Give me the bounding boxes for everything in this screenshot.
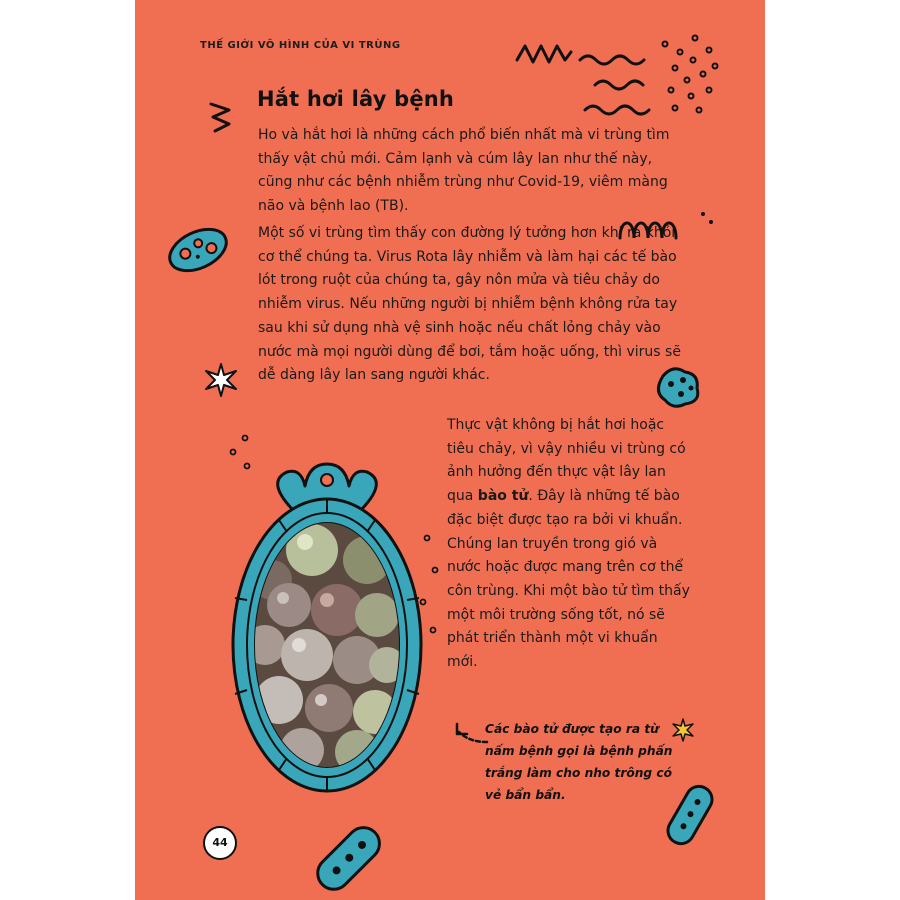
mirror-frame-icon xyxy=(217,440,437,800)
paragraph-3-bold: bào tử xyxy=(477,488,529,505)
star-icon xyxy=(203,362,239,398)
germ-icon xyxy=(665,780,715,850)
squiggle-icon xyxy=(615,208,715,248)
zigzag-icon xyxy=(515,40,575,70)
paragraph-3-after: . Đây là những tế bào đặc biệt được tạo ra bởi vi khuẩn. Chúng lan truyền trong gió và nước hoặc được mang trên cơ thể côn trùng. Khi một bào tử tìm thấy một môi trường sống tốt, nó sẽ phát triển thành một vi khuẩn mới. xyxy=(447,488,690,671)
paragraph-2: Một số vi trùng tìm thấy con đường lý tưởng hơn khi ra khỏi cơ thể chúng ta. Virus Rota lây nhiễm và làm hại các tế bào lót trong ruột của chúng ta, gây nôn mửa và tiêu chảy do nhiễm virus. Nếu những người bị nhiễm bệnh không rửa tay sau khi sử dụng nhà vệ sinh hoặc nếu chất lỏng chảy vào nước mà mọi người dùng để bơi, tắm hoặc uống, thì virus sẽ dễ dàng lây lan sang người khác. xyxy=(258,225,681,384)
page-number: 44 xyxy=(203,826,237,860)
paragraph-3 xyxy=(447,414,692,675)
paragraph-3-before: Thực vật không bị hắt hơi hoặc tiêu chảy, vì vậy nhiều vi trùng có ảnh hưởng đến thực vật lây lan qua xyxy=(447,417,686,505)
page-title: Hắt hơi lây bệnh xyxy=(257,87,455,111)
germ-icon xyxy=(653,364,703,410)
germ-icon xyxy=(310,822,390,892)
book-page xyxy=(135,0,765,900)
germ-icon xyxy=(163,222,233,278)
sneeze-spray-icon xyxy=(575,30,725,120)
image-caption: Các bào tử được tạo ra từ nấm bệnh gọi là bệnh phấn trắng làm cho nho trông có vẻ bẩn bẩn. xyxy=(485,722,673,802)
running-head: THẾ GIỚI VÔ HÌNH CỦA VI TRÙNG xyxy=(200,40,401,51)
paragraph-1: Ho và hắt hơi là những cách phổ biến nhất mà vi trùng tìm thấy vật chủ mới. Cảm lạnh và cúm lây lan như thế này, cũng như các bệnh nhiễm trùng như Covid-19, viêm màng não và bệnh lao (TB). xyxy=(258,127,670,215)
zigzag-icon xyxy=(207,100,237,135)
